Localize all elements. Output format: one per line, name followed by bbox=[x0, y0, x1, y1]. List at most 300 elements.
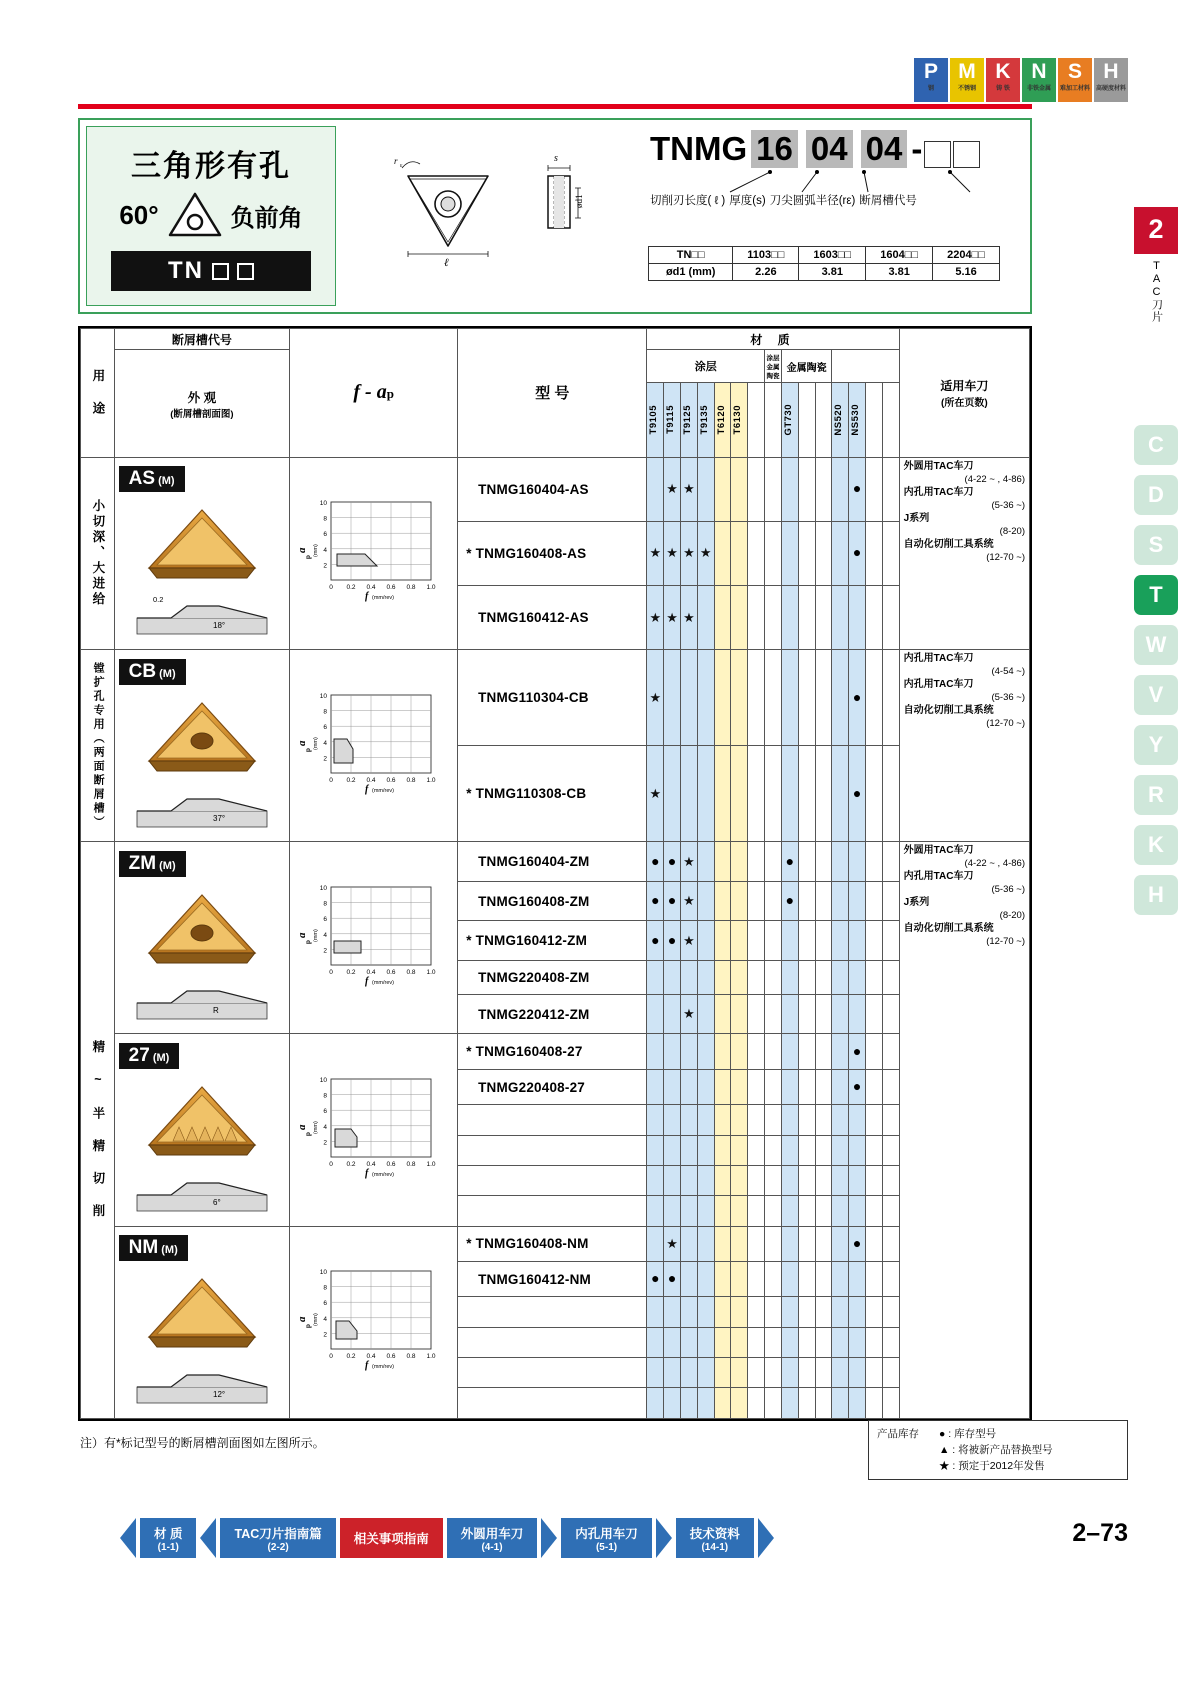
breaker-cell-CB: CB (M) 37° bbox=[114, 650, 289, 842]
mark-cell-blank-6 bbox=[748, 1226, 765, 1261]
mark-cell-T6120 bbox=[714, 1069, 731, 1104]
mark-cell-blank-14 bbox=[882, 1034, 899, 1069]
mark-cell-T9115 bbox=[664, 746, 681, 842]
d1-value-2: 3.81 bbox=[866, 264, 933, 281]
page-number: 2–73 bbox=[1072, 1519, 1128, 1547]
mark-cell-blank-9 bbox=[798, 1262, 815, 1297]
mark-cell-NS530 bbox=[849, 881, 866, 921]
mark-cell-T6130 bbox=[731, 585, 748, 649]
mark-cell-T6120 bbox=[714, 1297, 731, 1327]
shape-tab-h[interactable]: H bbox=[1134, 875, 1178, 915]
mark-cell-blank-7 bbox=[765, 1196, 782, 1226]
svg-text:R: R bbox=[212, 1005, 219, 1015]
mark-cell-T6130 bbox=[731, 457, 748, 521]
insert-shape-box bbox=[86, 126, 336, 306]
caption-nose-radius: 刀尖圆弧半径(rε) bbox=[769, 195, 856, 207]
mark-cell-NS520 bbox=[832, 1262, 849, 1297]
fap-chart-NM bbox=[290, 1226, 458, 1418]
svg-text:0.6: 0.6 bbox=[386, 1353, 396, 1361]
mark-cell-T6120 bbox=[714, 881, 731, 921]
model-cell[interactable]: TNMG160408-ZM bbox=[458, 881, 647, 921]
mark-cell-blank-9 bbox=[798, 1196, 815, 1226]
mark-cell-blank-13 bbox=[865, 994, 882, 1034]
mark-cell-blank-6 bbox=[748, 1135, 765, 1165]
mark-cell-blank-14 bbox=[882, 994, 899, 1034]
grade-header-blank-13 bbox=[865, 382, 882, 457]
svg-text:4: 4 bbox=[323, 931, 327, 939]
mark-cell-blank-10 bbox=[815, 1327, 832, 1357]
mark-cell-blank-6 bbox=[748, 650, 765, 746]
mark-cell-NS530: ● bbox=[849, 1034, 866, 1069]
mark-cell-blank-13 bbox=[865, 881, 882, 921]
mark-cell-T9105: ★ bbox=[647, 746, 664, 842]
svg-text:p: p bbox=[303, 747, 312, 752]
mark-cell-T9125 bbox=[681, 1297, 698, 1327]
nav-arrow-right-2[interactable] bbox=[656, 1518, 672, 1558]
svg-text:6°: 6° bbox=[212, 1198, 221, 1208]
mark-cell-blank-7 bbox=[765, 881, 782, 921]
mark-cell-blank-14 bbox=[882, 921, 899, 961]
model-cell[interactable]: TNMG160412-AS bbox=[458, 585, 647, 649]
mark-cell-T6130 bbox=[731, 1069, 748, 1104]
mark-cell-GT730 bbox=[781, 585, 798, 649]
mark-cell-T9125: ★ bbox=[681, 921, 698, 961]
svg-text:4: 4 bbox=[323, 739, 327, 747]
mark-cell-NS530: ● bbox=[849, 650, 866, 746]
mark-cell-blank-6 bbox=[748, 1069, 765, 1104]
mark-cell-T6120 bbox=[714, 1135, 731, 1165]
mark-cell-T9105: ● bbox=[647, 1262, 664, 1297]
svg-text:8: 8 bbox=[323, 900, 327, 908]
nav-arrow-left-1[interactable] bbox=[120, 1518, 136, 1558]
mark-cell-T6130 bbox=[731, 521, 748, 585]
mark-cell-blank-9 bbox=[798, 1226, 815, 1261]
grade-header-T9125: T9125 bbox=[681, 382, 698, 457]
grade-header-T9105: T9105 bbox=[647, 382, 664, 457]
mark-cell-T9135 bbox=[697, 881, 714, 921]
mark-cell-T9105: ★ bbox=[647, 650, 664, 746]
col-head-appearance: 外 观 (断屑槽剖面图) bbox=[114, 350, 289, 457]
mark-cell-blank-9 bbox=[798, 842, 815, 882]
group-head-cermet: 金属陶瓷 bbox=[781, 350, 831, 382]
mark-cell-blank-7 bbox=[765, 960, 782, 994]
svg-text:0: 0 bbox=[328, 1353, 333, 1361]
shape-tab-k[interactable]: K bbox=[1134, 825, 1178, 865]
svg-text:ød1: ød1 bbox=[574, 194, 584, 208]
mark-cell-NS520 bbox=[832, 1297, 849, 1327]
mark-cell-T9105 bbox=[647, 1034, 664, 1069]
svg-text:0.6: 0.6 bbox=[386, 968, 396, 976]
model-cell[interactable] bbox=[458, 1358, 647, 1388]
mark-cell-blank-9 bbox=[798, 994, 815, 1034]
mark-cell-GT730 bbox=[781, 650, 798, 746]
mark-cell-blank-14 bbox=[882, 650, 899, 746]
mark-cell-T9105 bbox=[647, 1105, 664, 1135]
model-cell[interactable]: * TNMG160408-AS bbox=[458, 521, 647, 585]
legend-item-0: ● : 库存型号 bbox=[939, 1428, 997, 1440]
model-cell[interactable]: * TNMG160408-27 bbox=[458, 1034, 647, 1069]
mark-cell-NS520 bbox=[832, 1105, 849, 1135]
mark-cell-T9115 bbox=[664, 1105, 681, 1135]
mark-cell-T9135 bbox=[697, 1034, 714, 1069]
d1-value-1: 3.81 bbox=[799, 264, 866, 281]
rake-label: 负前角 bbox=[230, 204, 303, 232]
use-cell-cb: 镗扩孔专用（两面断屑槽） bbox=[81, 650, 115, 842]
material-class-s: S 难加工材料 bbox=[1058, 58, 1092, 102]
shape-title: 三角形有孔 bbox=[131, 150, 291, 183]
mark-cell-T9115 bbox=[664, 1196, 681, 1226]
mark-cell-blank-9 bbox=[798, 960, 815, 994]
svg-text:0.4: 0.4 bbox=[366, 1161, 376, 1169]
nav-arrow-right-1[interactable] bbox=[541, 1518, 557, 1558]
code-prefix: TNMG bbox=[650, 130, 748, 167]
mark-cell-T9125 bbox=[681, 1388, 698, 1419]
svg-text:0.2: 0.2 bbox=[346, 776, 356, 784]
mark-cell-T6130 bbox=[731, 650, 748, 746]
mark-cell-blank-13 bbox=[865, 1105, 882, 1135]
nav-related-items[interactable]: 相关事项指南 bbox=[340, 1518, 443, 1558]
svg-text:2: 2 bbox=[323, 755, 327, 763]
mark-cell-T9135 bbox=[697, 746, 714, 842]
svg-text:6: 6 bbox=[323, 1300, 327, 1308]
mark-cell-T9125: ★ bbox=[681, 585, 698, 649]
mark-cell-T9115: ● bbox=[664, 1262, 681, 1297]
grade-header-blank-10 bbox=[815, 382, 832, 457]
use-cell-as: 小切深、大进给 bbox=[81, 457, 115, 649]
shape-tab-d[interactable]: D bbox=[1134, 475, 1178, 515]
grade-header-blank-9 bbox=[798, 382, 815, 457]
svg-text:10: 10 bbox=[319, 692, 327, 700]
mark-cell-T6120 bbox=[714, 994, 731, 1034]
apply-cell-CB: 内孔用TAC车刀 (4-54 ~) 内孔用TAC车刀 (5-36 ~) 自动化切削工具系统 (12-70 ~) bbox=[899, 650, 1029, 842]
d1-head-1: 1103□□ bbox=[733, 247, 799, 264]
mark-cell-T9125 bbox=[681, 1034, 698, 1069]
mark-cell-GT730: ● bbox=[781, 842, 798, 882]
mark-cell-blank-7 bbox=[765, 457, 782, 521]
mark-cell-T6130 bbox=[731, 746, 748, 842]
group-head-coated-cermet: 涂层金属陶瓷 bbox=[765, 350, 782, 382]
mark-cell-T6130 bbox=[731, 1135, 748, 1165]
model-cell[interactable]: TNMG160412-NM bbox=[458, 1262, 647, 1297]
shape-tab-y[interactable]: Y bbox=[1134, 725, 1178, 765]
top-rule bbox=[78, 104, 1032, 109]
mark-cell-blank-6 bbox=[748, 585, 765, 649]
mark-cell-T9135 bbox=[697, 1262, 714, 1297]
mark-cell-GT730 bbox=[781, 1388, 798, 1419]
mark-cell-T9125 bbox=[681, 1105, 698, 1135]
mark-cell-blank-9 bbox=[798, 746, 815, 842]
svg-text:(mm/rev): (mm/rev) bbox=[371, 595, 394, 602]
svg-text:6: 6 bbox=[323, 1108, 327, 1116]
model-cell[interactable]: * TNMG160412-ZM bbox=[458, 921, 647, 961]
breaker-cell-27: 27 (M) 6° bbox=[114, 1034, 289, 1226]
svg-text:8: 8 bbox=[323, 516, 327, 524]
mark-cell-T9105 bbox=[647, 1388, 664, 1419]
mark-cell-NS520 bbox=[832, 521, 849, 585]
mark-cell-blank-10 bbox=[815, 1262, 832, 1297]
code-line bbox=[650, 130, 1026, 168]
mark-cell-NS520 bbox=[832, 1388, 849, 1419]
svg-text:(mm): (mm) bbox=[312, 1313, 319, 1327]
model-cell[interactable]: TNMG220412-ZM bbox=[458, 994, 647, 1034]
mark-cell-T9105 bbox=[647, 1165, 664, 1195]
mark-cell-NS530 bbox=[849, 994, 866, 1034]
svg-text:(mm/rev): (mm/rev) bbox=[371, 979, 394, 986]
mark-cell-T6120 bbox=[714, 1226, 731, 1261]
mark-cell-blank-7 bbox=[765, 842, 782, 882]
shape-index-tabs[interactable] bbox=[1134, 425, 1178, 915]
col-head-fap: f - ap bbox=[290, 329, 458, 458]
model-cell[interactable]: TNMG110304-CB bbox=[458, 650, 647, 746]
material-class-strip bbox=[914, 58, 1128, 102]
nav-technical-data[interactable]: 技术资料 (14-1) bbox=[676, 1518, 754, 1558]
mark-cell-NS530 bbox=[849, 842, 866, 882]
model-cell[interactable] bbox=[458, 1135, 647, 1165]
mark-cell-blank-6 bbox=[748, 1105, 765, 1135]
svg-text:f: f bbox=[364, 1360, 369, 1372]
grade-header-GT730: GT730 bbox=[781, 382, 798, 457]
model-cell[interactable]: TNMG160404-AS bbox=[458, 457, 647, 521]
svg-text:0.4: 0.4 bbox=[366, 968, 376, 976]
mark-cell-blank-10 bbox=[815, 457, 832, 521]
group-head-coating: 涂层 bbox=[647, 350, 765, 382]
mark-cell-blank-7 bbox=[765, 1262, 782, 1297]
mark-cell-T9135 bbox=[697, 585, 714, 649]
mark-cell-blank-14 bbox=[882, 1069, 899, 1104]
mark-cell-blank-10 bbox=[815, 1358, 832, 1388]
svg-text:0: 0 bbox=[328, 968, 333, 976]
grade-header-T6120: T6120 bbox=[714, 382, 731, 457]
insert-table-grid bbox=[80, 328, 1030, 1419]
mark-cell-T9125 bbox=[681, 1262, 698, 1297]
mark-cell-T9105 bbox=[647, 1196, 664, 1226]
mark-cell-blank-7 bbox=[765, 1069, 782, 1104]
mark-cell-blank-9 bbox=[798, 881, 815, 921]
mark-cell-T9135 bbox=[697, 994, 714, 1034]
model-cell[interactable]: TNMG220408-ZM bbox=[458, 960, 647, 994]
mark-cell-blank-6 bbox=[748, 842, 765, 882]
mark-cell-T9115 bbox=[664, 960, 681, 994]
nav-material[interactable]: 材 质 (1-1) bbox=[140, 1518, 196, 1558]
mark-cell-T9115 bbox=[664, 1297, 681, 1327]
mark-cell-blank-13 bbox=[865, 842, 882, 882]
mark-cell-blank-14 bbox=[882, 1262, 899, 1297]
model-cell[interactable] bbox=[458, 1196, 647, 1226]
shape-tab-w[interactable]: W bbox=[1134, 625, 1178, 665]
mark-cell-GT730 bbox=[781, 1196, 798, 1226]
mark-cell-blank-9 bbox=[798, 457, 815, 521]
model-cell[interactable]: TNMG220408-27 bbox=[458, 1069, 647, 1104]
mark-cell-blank-14 bbox=[882, 1196, 899, 1226]
svg-text:1.0: 1.0 bbox=[426, 1161, 436, 1169]
nav-tac-guide[interactable]: TAC刀片指南篇 (2-2) bbox=[220, 1518, 335, 1558]
apply-cell-AS: 外圆用TAC车刀 (4-22 ~ , 4-86) 内孔用TAC车刀 (5-36 ~) J系列 (8-20) 自动化切削工具系统 (12-70 ~) bbox=[899, 457, 1029, 649]
shape-tab-c[interactable]: C bbox=[1134, 425, 1178, 465]
model-cell[interactable]: TNMG160404-ZM bbox=[458, 842, 647, 882]
mark-cell-T9125 bbox=[681, 1165, 698, 1195]
use-cell-finishing: 精 ~ 半 精 切 削 bbox=[81, 842, 115, 1419]
mark-cell-blank-9 bbox=[798, 921, 815, 961]
mark-cell-blank-9 bbox=[798, 1165, 815, 1195]
mark-cell-GT730: ● bbox=[781, 881, 798, 921]
model-cell[interactable]: * TNMG110308-CB bbox=[458, 746, 647, 842]
mark-cell-T9135 bbox=[697, 921, 714, 961]
material-class-p: P 钢 bbox=[914, 58, 948, 102]
shape-tab-t[interactable]: T bbox=[1134, 575, 1178, 615]
mark-cell-T6130 bbox=[731, 1226, 748, 1261]
mark-cell-T9105 bbox=[647, 1226, 664, 1261]
mark-cell-blank-13 bbox=[865, 1262, 882, 1297]
mark-cell-blank-10 bbox=[815, 1069, 832, 1104]
caption-edge-length: 切削刃长度( ℓ ) bbox=[650, 195, 726, 207]
shape-tab-v[interactable]: V bbox=[1134, 675, 1178, 715]
mark-cell-NS530 bbox=[849, 1297, 866, 1327]
svg-text:(mm): (mm) bbox=[312, 929, 319, 942]
mark-cell-NS530: ● bbox=[849, 746, 866, 842]
nav-arrow-right-3[interactable] bbox=[758, 1518, 774, 1558]
svg-text:0: 0 bbox=[328, 1161, 333, 1169]
mark-cell-T9115: ★ bbox=[664, 585, 681, 649]
code-blank-1 bbox=[924, 141, 951, 168]
mark-cell-blank-9 bbox=[798, 1388, 815, 1419]
mark-cell-blank-6 bbox=[748, 457, 765, 521]
svg-text:p: p bbox=[303, 1324, 312, 1329]
col-head-breaker-code: 断屑槽代号 bbox=[114, 329, 289, 350]
mark-cell-T9125 bbox=[681, 1069, 698, 1104]
mark-cell-blank-6 bbox=[748, 1196, 765, 1226]
mark-cell-blank-13 bbox=[865, 1226, 882, 1261]
model-cell[interactable] bbox=[458, 1105, 647, 1135]
mark-cell-T6130 bbox=[731, 1196, 748, 1226]
mark-cell-blank-7 bbox=[765, 1034, 782, 1069]
mark-cell-blank-6 bbox=[748, 746, 765, 842]
mark-cell-blank-10 bbox=[815, 842, 832, 882]
mark-cell-T9135 bbox=[697, 1388, 714, 1419]
nav-external-turning[interactable]: 外圆用车刀 (4-1) bbox=[447, 1518, 538, 1558]
mark-cell-T9125 bbox=[681, 1135, 698, 1165]
svg-text:a: a bbox=[295, 547, 308, 554]
code-leader-lines bbox=[650, 170, 1026, 196]
mark-cell-blank-7 bbox=[765, 1105, 782, 1135]
mark-cell-GT730 bbox=[781, 746, 798, 842]
mark-cell-NS520 bbox=[832, 921, 849, 961]
mark-cell-T9135 bbox=[697, 960, 714, 994]
tn-code-bar bbox=[111, 251, 311, 291]
mark-cell-T9105: ● bbox=[647, 921, 664, 961]
mark-cell-GT730 bbox=[781, 1034, 798, 1069]
material-class-h: H 高硬度材料 bbox=[1094, 58, 1128, 102]
mark-cell-NS520 bbox=[832, 1196, 849, 1226]
mark-cell-T6120 bbox=[714, 1165, 731, 1195]
mark-cell-blank-6 bbox=[748, 921, 765, 961]
shape-tab-s[interactable]: S bbox=[1134, 525, 1178, 565]
table-row bbox=[81, 457, 1030, 521]
mark-cell-T6120 bbox=[714, 1105, 731, 1135]
mark-cell-blank-6 bbox=[748, 994, 765, 1034]
chapter-number: 2 bbox=[1134, 207, 1178, 254]
mark-cell-NS520 bbox=[832, 1226, 849, 1261]
mark-cell-T9115 bbox=[664, 994, 681, 1034]
model-cell[interactable] bbox=[458, 1388, 647, 1419]
mark-cell-blank-6 bbox=[748, 1327, 765, 1357]
mark-cell-T9135: ★ bbox=[697, 521, 714, 585]
mark-cell-blank-13 bbox=[865, 746, 882, 842]
nav-internal-turning[interactable]: 内孔用车刀 (5-1) bbox=[561, 1518, 652, 1558]
d1-row-label: ød1 (mm) bbox=[649, 264, 733, 281]
mark-cell-T9115: ● bbox=[664, 881, 681, 921]
bottom-nav[interactable] bbox=[120, 1516, 1000, 1560]
svg-text:a: a bbox=[295, 932, 308, 938]
mark-cell-NS530 bbox=[849, 960, 866, 994]
mark-cell-T9125: ★ bbox=[681, 881, 698, 921]
stock-legend bbox=[868, 1420, 1128, 1480]
mark-cell-blank-9 bbox=[798, 585, 815, 649]
table-row bbox=[81, 1226, 1030, 1261]
table-row bbox=[81, 842, 1030, 882]
mark-cell-GT730 bbox=[781, 521, 798, 585]
mark-cell-blank-14 bbox=[882, 1388, 899, 1419]
svg-text:0.2: 0.2 bbox=[152, 595, 164, 605]
mark-cell-blank-7 bbox=[765, 994, 782, 1034]
nav-arrow-left-2[interactable] bbox=[200, 1518, 216, 1558]
mark-cell-T9135 bbox=[697, 842, 714, 882]
fap-chart-AS bbox=[290, 457, 458, 649]
mark-cell-blank-14 bbox=[882, 1226, 899, 1261]
svg-text:a: a bbox=[295, 1124, 308, 1131]
grade-header-NS520: NS520 bbox=[832, 382, 849, 457]
mark-cell-blank-7 bbox=[765, 1297, 782, 1327]
mark-cell-T9135 bbox=[697, 1297, 714, 1327]
mark-cell-NS530: ● bbox=[849, 1226, 866, 1261]
svg-text:10: 10 bbox=[319, 1077, 327, 1085]
footnote: 注）有*标记型号的断屑槽剖面图如左图所示。 bbox=[80, 1436, 325, 1450]
mark-cell-GT730 bbox=[781, 921, 798, 961]
mark-cell-T9105 bbox=[647, 1358, 664, 1388]
chapter-tab[interactable] bbox=[1134, 207, 1178, 327]
mark-cell-T9135 bbox=[697, 457, 714, 521]
mark-cell-blank-9 bbox=[798, 521, 815, 585]
model-cell[interactable]: * TNMG160408-NM bbox=[458, 1226, 647, 1261]
model-cell[interactable] bbox=[458, 1327, 647, 1357]
model-cell[interactable] bbox=[458, 1165, 647, 1195]
grade-header-T9135: T9135 bbox=[697, 382, 714, 457]
mark-cell-T9135 bbox=[697, 650, 714, 746]
legend-item-1: ▲ : 将被新产品替换型号 bbox=[939, 1444, 1053, 1456]
mark-cell-T9135 bbox=[697, 1069, 714, 1104]
svg-text:p: p bbox=[303, 1132, 312, 1137]
mark-cell-T6120 bbox=[714, 921, 731, 961]
breaker-cell-ZM: ZM (M) R bbox=[114, 842, 289, 1034]
shape-tab-r[interactable]: R bbox=[1134, 775, 1178, 815]
model-cell[interactable] bbox=[458, 1297, 647, 1327]
mark-cell-blank-7 bbox=[765, 921, 782, 961]
mark-cell-blank-10 bbox=[815, 994, 832, 1034]
mark-cell-GT730 bbox=[781, 457, 798, 521]
mark-cell-T9105 bbox=[647, 1135, 664, 1165]
mark-cell-blank-13 bbox=[865, 1358, 882, 1388]
table-row bbox=[81, 1034, 1030, 1069]
svg-text:(mm/rev): (mm/rev) bbox=[371, 1364, 394, 1371]
mark-cell-NS520 bbox=[832, 1165, 849, 1195]
mark-cell-NS520 bbox=[832, 746, 849, 842]
insert-dimension-drawing bbox=[348, 142, 528, 272]
mark-cell-NS520 bbox=[832, 1135, 849, 1165]
mark-cell-T9125 bbox=[681, 960, 698, 994]
mark-cell-NS520 bbox=[832, 585, 849, 649]
mark-cell-T9125 bbox=[681, 746, 698, 842]
svg-text:1.0: 1.0 bbox=[426, 968, 436, 976]
mark-cell-GT730 bbox=[781, 1226, 798, 1261]
